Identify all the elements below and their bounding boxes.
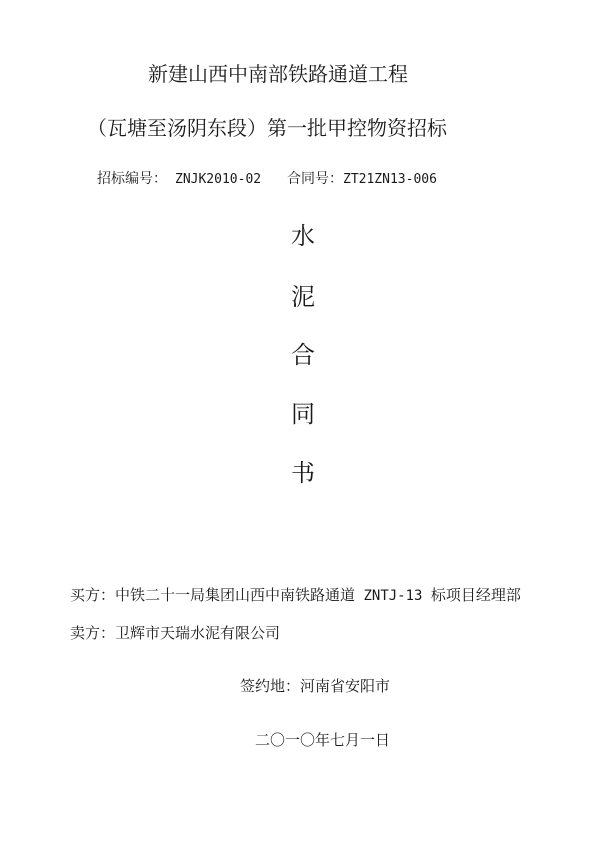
heading-char-1: 水 [291, 222, 315, 250]
seller-value: 卫辉市天瑞水泥有限公司 [115, 624, 281, 642]
heading-char-5: 书 [291, 459, 315, 487]
buyer-line [70, 588, 521, 603]
heading-char-2: 泥 [291, 283, 315, 311]
bid-number-label: 招标编号： [97, 171, 167, 187]
buyer-value-code: ZNTJ-13 [355, 588, 431, 604]
heading-char-3: 合 [291, 341, 315, 369]
buyer-value-part1: 中铁二十一局集团山西中南铁路通道 [115, 586, 356, 604]
signing-place [240, 679, 390, 694]
seller-line [70, 626, 280, 641]
contract-number [287, 172, 437, 186]
project-title: 新建山西中南部铁路通道工程 [148, 62, 408, 86]
seller-label: 卖方： [70, 624, 116, 642]
contract-number-value: ZT21ZN13-006 [343, 172, 437, 187]
signing-place-label: 签约地： [240, 677, 301, 695]
signing-place-value: 河南省安阳市 [300, 677, 391, 695]
project-subtitle: （瓦塘至汤阴东段）第一批甲控物资招标 [87, 116, 447, 140]
heading-char-4: 同 [291, 400, 315, 428]
contract-number-label: 合同号： [287, 171, 343, 187]
buyer-value-part2: 标项目经理部 [430, 586, 521, 604]
bid-number [97, 172, 261, 186]
buyer-label: 买方： [70, 586, 116, 604]
signing-date: 二〇一〇年七月一日 [255, 731, 391, 749]
bid-number-value: ZNJK2010-02 [175, 172, 262, 187]
